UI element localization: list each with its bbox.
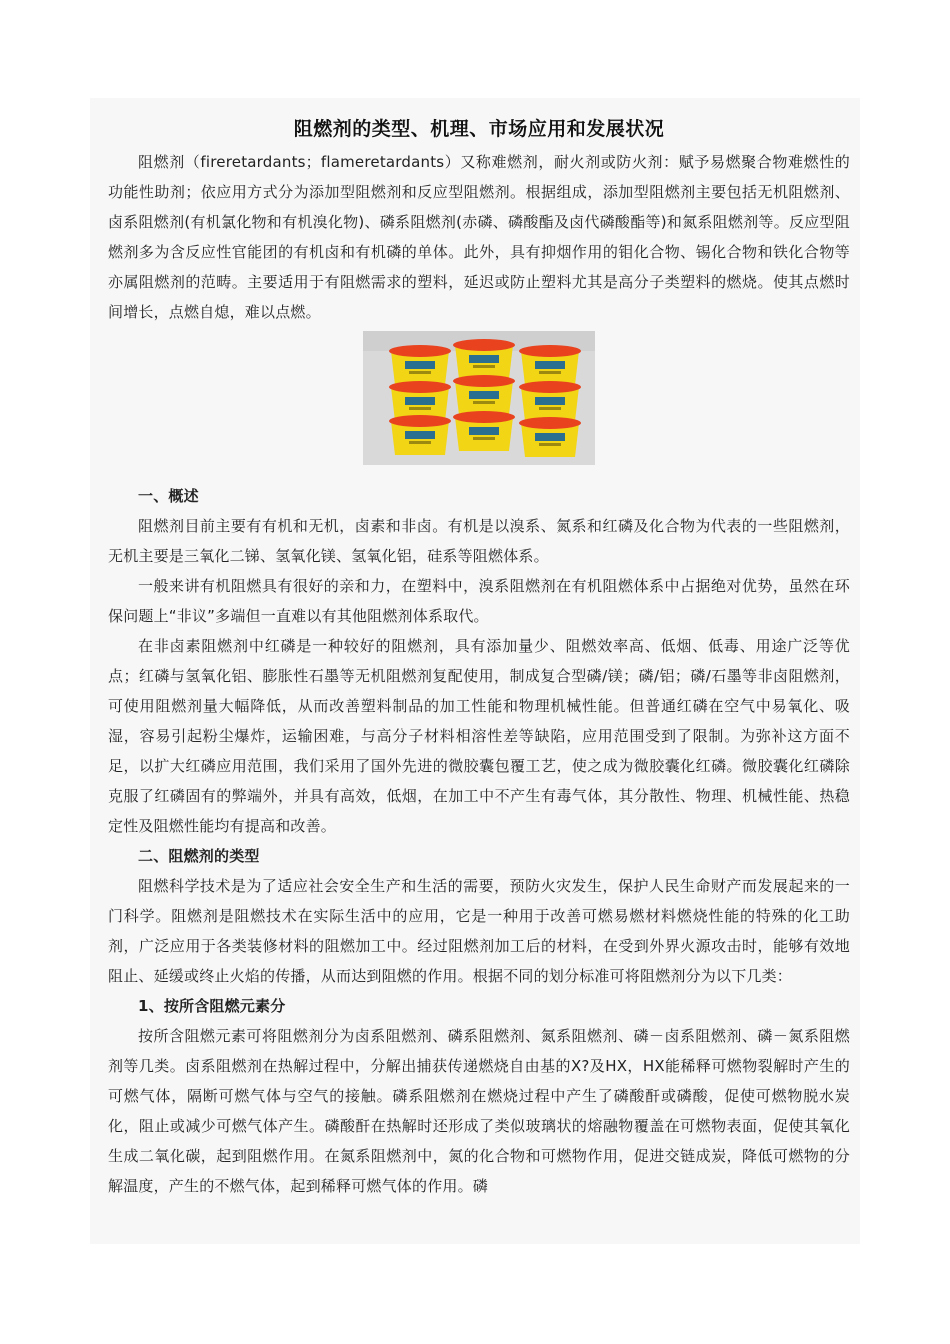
bucket — [389, 345, 451, 385]
bucket — [519, 417, 581, 457]
elements-paragraph: 按所含阻燃元素可将阻燃剂分为卤系阻燃剂、磷系阻燃剂、氮系阻燃剂、磷－卤系阻燃剂、磷－氮系阻燃剂等几类。卤系阻燃剂在热解过程中，分解出捕获传递燃烧自由基的X?及HX，HX能稀释可燃物裂解时产生的可燃气体，隔断可燃气体与空气的接触。磷系阻燃剂在燃烧过程中产生了磷酸酐或磷酸，促使可燃物脱水炭化，阻止或减少可燃气体产生。磷酸酐在热解时还形成了类似玻璃状的熔融物覆盖在可燃物表面，促使其氧化生成二氧化碳，起到阻燃作用。在氮系阻燃剂中，氮的化合物和可燃物作用，促进交链成炭，降低可燃物的分解温度，产生的不燃气体，起到稀释可燃气体的作用。磷 — [108, 1027, 850, 1195]
section-heading-types: 二、阻燃剂的类型 — [138, 847, 260, 865]
product-buckets-image — [363, 331, 595, 465]
bucket — [519, 381, 581, 421]
overview-paragraph-1: 阻燃剂目前主要有有机和无机，卤素和非卤。有机是以溴系、氮系和红磷及化合物为代表的一些阻燃剂，无机主要是三氧化二锑、氢氧化镁、氢氧化铝，硅系等阻燃体系。 — [108, 517, 850, 565]
bucket — [453, 375, 515, 415]
intro-paragraph: 阻燃剂（fireretardants；flameretardants）又称难燃剂，耐火剂或防火剂：赋予易燃聚合物难燃性的功能性助剂；依应用方式分为添加型阻燃剂和反应型阻燃剂。根据组成，添加型阻燃剂主要包括无机阻燃剂、卤系阻燃剂(有机氯化物和有机溴化物)、磷系阻燃剂(赤磷、磷酸酯及卤代磷酸酯等)和氮系阻燃剂等。反应型阻燃剂多为含反应性官能团的有机卤和有机磷的单体。此外，具有抑烟作用的钼化合物、锡化合物和铁化合物等亦属阻燃剂的范畴。主要适用于有阻燃需求的塑料，延迟或防止塑料尤其是高分子类塑料的燃烧。使其点燃时间增长，点燃自熄，难以点燃。 — [108, 153, 850, 321]
bucket — [453, 411, 515, 451]
section-heading-overview: 一、概述 — [138, 487, 199, 505]
bucket — [453, 339, 515, 379]
overview-paragraph-2: 一般来讲有机阻燃具有很好的亲和力，在塑料中，溴系阻燃剂在有机阻燃体系中占据绝对优势，虽然在环保问题上“非议”多端但一直难以有其他阻燃剂体系取代。 — [108, 577, 850, 625]
document-body — [90, 114, 860, 1201]
document-page — [90, 98, 860, 1244]
document-title: 阻燃剂的类型、机理、市场应用和发展状况 — [293, 118, 665, 140]
overview-paragraph-3: 在非卤素阻燃剂中红磷是一种较好的阻燃剂，具有添加量少、阻燃效率高、低烟、低毒、用途广泛等优点；红磷与氢氧化铝、膨胀性石墨等无机阻燃剂复配使用，制成复合型磷/镁；磷/铝；磷/石墨等非卤阻燃剂，可使用阻燃剂量大幅降低，从而改善塑料制品的加工性能和物理机械性能。但普通红磷在空气中易氧化、吸湿，容易引起粉尘爆炸，运输困难，与高分子材料相溶性差等缺陷，应用范围受到了限制。为弥补这方面不足，以扩大红磷应用范围，我们采用了国外先进的微胶囊包覆工艺，使之成为微胶囊化红磷。微胶囊化红磷除克服了红磷固有的弊端外，并具有高效，低烟，在加工中不产生有毒气体，其分散性、物理、机械性能、热稳定性及阻燃性能均有提高和改善。 — [108, 637, 850, 835]
product-image-drawing — [363, 331, 595, 465]
bucket-stack — [389, 339, 581, 457]
types-paragraph-1: 阻燃科学技术是为了适应社会安全生产和生活的需要，预防火灾发生，保护人民生命财产而发展起来的一门科学。阻燃剂是阻燃技术在实际生活中的应用，它是一种用于改善可燃易燃材料燃烧性能的特殊的化工助剂，广泛应用于各类装修材料的阻燃加工中。经过阻燃剂加工后的材料，在受到外界火源攻击时，能够有效地阻止、延缓或终止火焰的传播，从而达到阻燃的作用。根据不同的划分标准可将阻燃剂分为以下几类： — [108, 877, 850, 985]
bucket — [519, 345, 581, 385]
bucket — [389, 415, 451, 455]
subsection-heading-elements: 1、按所含阻燃元素分 — [138, 997, 286, 1015]
